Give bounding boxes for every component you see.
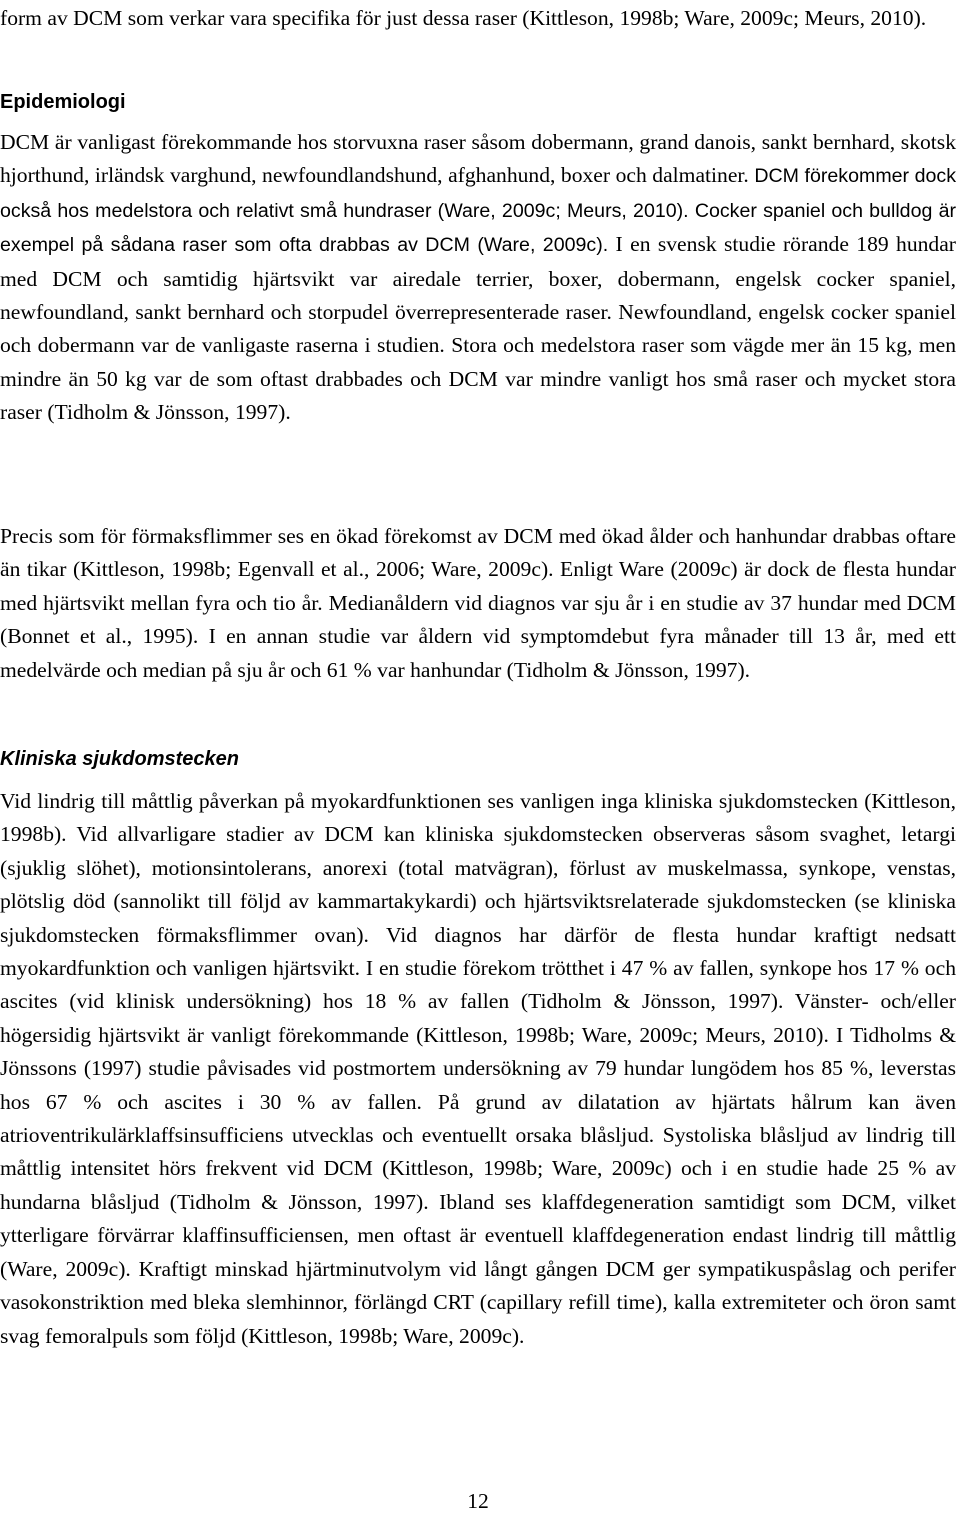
epidemiologi-paragraph-1-breeds: DCM är vanligast förekommande hos storvuxna raser såsom dobermann, grand danois, sankt bernhard, skotsk hjorthund, irländsk varghund, newfoundlandshund, afghanhund, boxer och dalmatiner.	[0, 130, 956, 188]
epidemiologi-paragraph-1	[0, 126, 956, 430]
epidemiologi-paragraph-1-small-breeds: DCM förekommer dock också hos medelstora och relativt små hundraser (Ware, 2009c; Meurs, 2010). Cocker spaniel och bulldog är exempel på sådana raser som ofta drabbas av DCM (Ware, 2009c).	[0, 165, 957, 257]
epidemiologi-paragraph-2: Precis som för förmaksflimmer ses en ökad förekomst av DCM med ökad ålder och hanhundar drabbas oftare än tikar (Kittleson, 1998b; Egenvall et al., 2006; Ware, 2009c). Enligt Ware (2009c) är dock de flesta hundar med hjärtsvikt mellan fyra och tio år. Medianåldern vid diagnos var sju år i en studie av 37 hundar med DCM (Bonnet et al., 1995). I en annan studie var åldern vid symptomdebut fyra månader till 13 år, med ett medelvärde och median på sju år och 61 % var hanhundar (Tidholm & Jönsson, 1997).	[0, 524, 956, 682]
page-number: 12	[467, 1489, 489, 1513]
kliniska-paragraph-1: Vid lindrig till måttlig påverkan på myokardfunktionen ses vanligen inga kliniska sjukdomstecken (Kittleson, 1998b). Vid allvarligare stadier av DCM kan kliniska sjukdomstecken observeras såsom svaghet, letargi (sjuklig slöhet), motionsintolerans, anorexi (total matvägran), förlust av muskelmassa, synkope, venstas, plötslig död (sannolikt till följd av kammartakykardi) och hjärtsviktsrelaterade sjukdomstecken (se kliniska sjukdomstecken förmaksflimmer ovan). Vid diagnos har därför de flesta hundar kraftigt nedsatt myokardfunktion och vanligen hjärtsvikt. I en studie förekom trötthet i 47 % av fallen, synkope hos 17 % och ascites (vid klinisk undersökning) hos 18 % av fallen (Tidholm & Jönsson, 1997). Vänster- och/eller högersidig hjärtsvikt är vanligt förekommande (Kittleson, 1998b; Ware, 2009c; Meurs, 2010). I Tidholms & Jönssons (1997) studie påvisades vid postmortem undersökning av 79 hundar lungödem hos 85 %, leverstas hos 67 % och ascites i 30 % av fallen. På grund av dilatation av hjärtats hålrum kan även atrioventrikulärklaffsinsufficiens utvecklas och eventuellt orsaka blåsljud. Systoliska blåsljud av lindrig till måttlig intensitet hörs frekvent vid DCM (Kittleson, 1998b; Ware, 2009c) och i en studie hade 25 % av hundarna blåsljud (Tidholm & Jönsson, 1997). Ibland ses klaffdegeneration samtidigt som DCM, vilket ytterligare förvärrar klaffinsufficiensen, men oftast är eventuell klaffdegeneration endast lindrig till måttlig (Ware, 2009c). Kraftigt minskad hjärtminutvolym vid långt gången DCM ger sympatikuspåslag och perifer vasokonstriktion med bleka slemhinnor, förlängd CRT (capillary refill time), kalla extremiteter och öron samt svag femoralpuls som följd (Kittleson, 1998b; Ware, 2009c).	[0, 789, 956, 1348]
section-heading-epidemiologi: Epidemiologi	[0, 91, 126, 113]
intro-paragraph: form av DCM som verkar vara specifika för just dessa raser (Kittleson, 1998b; Ware, 2009c; Meurs, 2010).	[0, 6, 927, 30]
section-heading-kliniska-sjukdomstecken: Kliniska sjukdomstecken	[0, 748, 239, 770]
epidemiologi-paragraph-1-swedish-study: I en svensk studie rörande 189 hundar med DCM och samtidig hjärtsvikt var airedale terrier, boxer, dobermann, engelsk cocker spaniel, newfoundland, sankt bernhard och storpudel överrepresenterade raser. Newfoundland, engelsk cocker spaniel och dobermann var de vanligaste raserna i studien. Stora och medelstora raser som vägde mer än 15 kg, men mindre än 50 kg var de som oftast drabbades och DCM var mindre vanligt hos små raser och mycket stora raser (Tidholm & Jönsson, 1997).	[0, 232, 956, 425]
